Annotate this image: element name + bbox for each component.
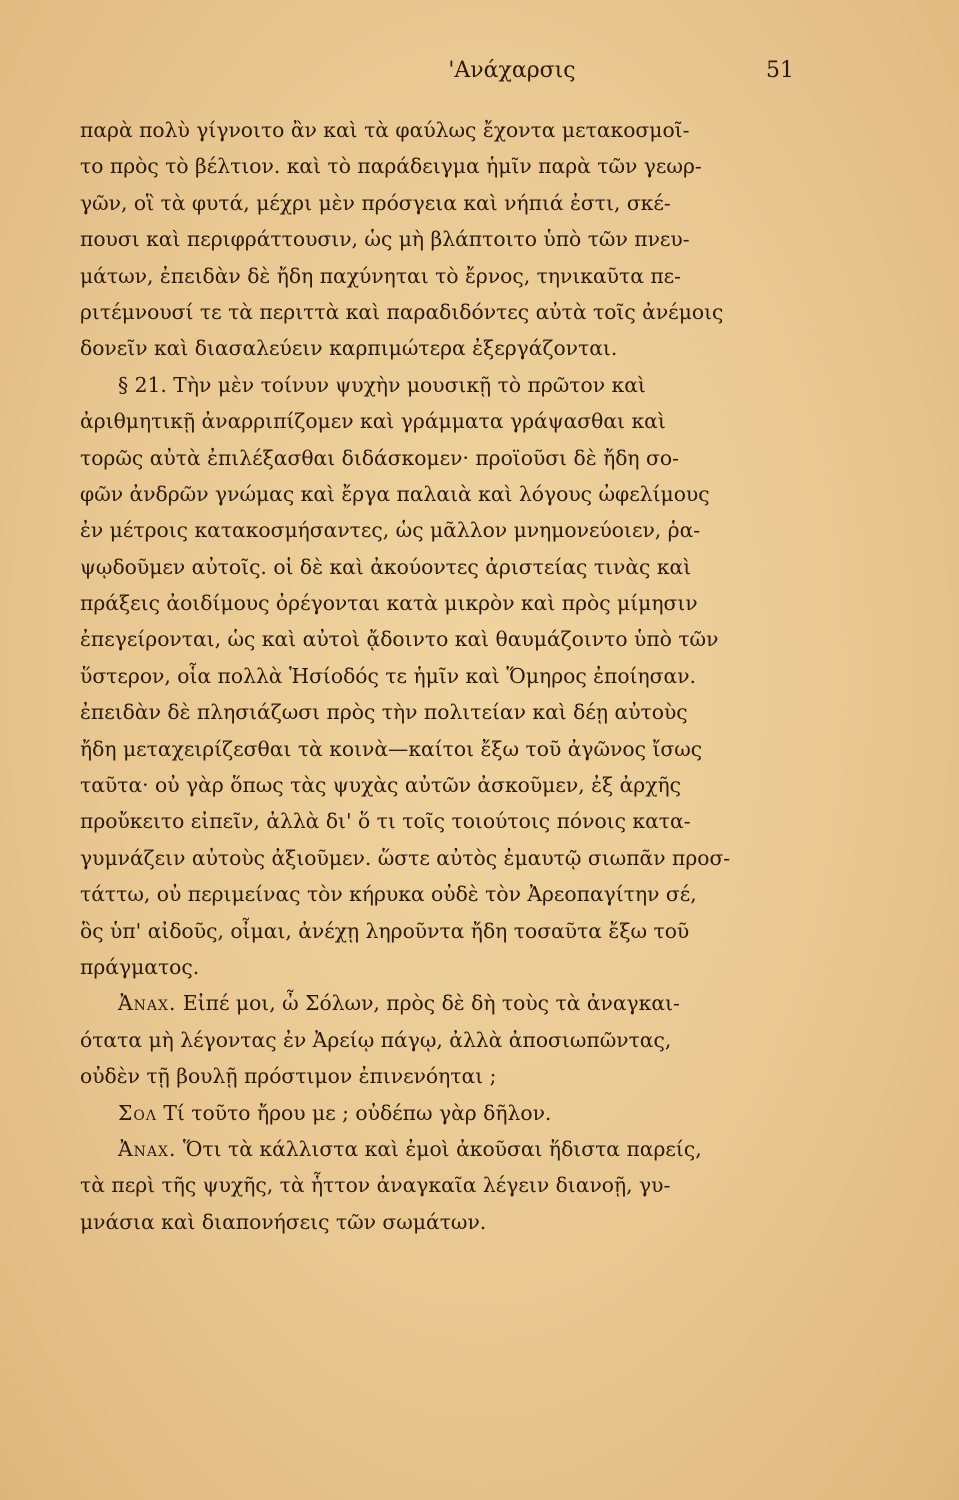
- text-line: [80, 512, 800, 548]
- line-text: Εἰπέ μοι, ὦ Σόλων, πρὸς δὲ δὴ τοὺς τὰ ἀναγκαι-: [176, 991, 680, 1016]
- line-text: πράξεις ἀοιδίμους ὀρέγονται κατὰ μικρὸν καὶ πρὸς μίμησιν: [80, 591, 698, 616]
- speaker-label: Σολ: [118, 1100, 157, 1125]
- speaker-label: Ἀναχ.: [118, 1136, 177, 1161]
- text-line: [80, 694, 800, 730]
- line-text: δονεῖν καὶ διασαλεύειν καρπιμώτερα ἐξεργάζονται.: [80, 336, 618, 361]
- line-text: μάτων, ἐπειδὰν δὲ ἤδη παχύνηται τὸ ἔρνος, τηνικαῦτα πε-: [80, 263, 682, 288]
- line-text: ἐπεγείρονται, ὡς καὶ αὐτοὶ ᾄδοιντο καὶ θαυμάζοιντο ὑπὸ τῶν: [80, 627, 719, 652]
- line-text: φῶν ἀνδρῶν γνώμας καὶ ἔργα παλαιὰ καὶ λόγους ὠφελίμους: [80, 481, 710, 506]
- text-line: [80, 913, 800, 949]
- text-line: [80, 1095, 800, 1131]
- text-line: [80, 985, 800, 1021]
- line-text: πράγματος.: [80, 954, 200, 979]
- text-line: [80, 1204, 800, 1240]
- text-line: [80, 840, 800, 876]
- text-line: [80, 731, 800, 767]
- line-text: τορῶς αὐτὰ ἐπιλέξασθαι διδάσκομεν· προϊοῦσι δὲ ἤδη σο-: [80, 445, 679, 470]
- text-line: [80, 767, 800, 803]
- text-line: [80, 221, 800, 257]
- line-text: γῶν, οἳ τὰ φυτά, μέχρι μὲν πρόσγεια καὶ νήπιά ἐστι, σκέ-: [80, 190, 671, 215]
- text-line: [80, 549, 800, 585]
- line-text: πουσι καὶ περιφράττουσιν, ὡς μὴ βλάπτοιτο ὑπὸ τῶν πνευ-: [80, 227, 690, 252]
- text-line: [80, 476, 800, 512]
- text-line: [80, 148, 800, 184]
- line-text: Τί τοῦτο ἤρου με ; οὐδέπω γὰρ δῆλον.: [156, 1100, 552, 1125]
- text-line: [80, 185, 800, 221]
- line-text: ἐν μέτροις κατακοσμήσαντες, ὡς μᾶλλον μνημονεύοιεν, ῥα-: [80, 518, 701, 543]
- line-text: § 21. Τὴν μὲν τοίνυν ψυχὴν μουσικῇ τὸ πρῶτον καὶ: [118, 372, 646, 397]
- line-text: προὔκειτο εἰπεῖν, ἀλλὰ δι' ὅ τι τοῖς τοιούτοις πόνοις κατα-: [80, 809, 691, 834]
- line-text: τὰ περὶ τῆς ψυχῆς, τὰ ἧττον ἀναγκαῖα λέγειν διανοῇ, γυ-: [80, 1173, 671, 1198]
- text-line: [80, 403, 800, 439]
- text-line: [80, 330, 800, 366]
- line-text: μνάσια καὶ διαπονήσεις τῶν σωμάτων.: [80, 1209, 487, 1234]
- text-line: [80, 658, 800, 694]
- text-line: [80, 876, 800, 912]
- body-text: [80, 112, 800, 1240]
- text-line: [80, 949, 800, 985]
- text-line: [80, 621, 800, 657]
- line-text: ὕστερον, οἷα πολλὰ Ἡσίοδός τε ἡμῖν καὶ Ὅμηρος ἐποίησαν.: [80, 663, 696, 688]
- page-header: [80, 58, 794, 92]
- text-line: [80, 258, 800, 294]
- line-text: ψῳδοῦμεν αὐτοῖς. οἱ δὲ καὶ ἀκούοντες ἀριστείας τινὰς καὶ: [80, 554, 692, 579]
- text-line: [80, 1022, 800, 1058]
- line-text: οὐδὲν τῇ βουλῇ πρόστιμον ἐπινενόηται ;: [80, 1064, 497, 1089]
- line-text: ἐπειδὰν δὲ πλησιάζωσι πρὸς τὴν πολιτείαν καὶ δέῃ αὐτοὺς: [80, 700, 688, 725]
- line-text: ταῦτα· οὐ γὰρ ὅπως τὰς ψυχὰς αὐτῶν ἀσκοῦμεν, ἐξ ἀρχῆς: [80, 773, 682, 798]
- line-text: ὃς ὑπ' αἰδοῦς, οἶμαι, ἀνέχῃ ληροῦντα ἤδη τοσαῦτα ἔξω τοῦ: [80, 918, 690, 943]
- text-line: [80, 294, 800, 330]
- text-line: [80, 1167, 800, 1203]
- line-text: το πρὸς τὸ βέλτιον. καὶ τὸ παράδειγμα ἡμῖν παρὰ τῶν γεωρ-: [80, 154, 702, 179]
- line-text: παρὰ πολὺ γίγνοιτο ἂν καὶ τὰ φαύλως ἔχοντα μετακοσμοῖ-: [80, 118, 690, 142]
- text-line: [80, 440, 800, 476]
- page-number: 51: [766, 58, 794, 83]
- text-line: [80, 803, 800, 839]
- line-text: γυμνάζειν αὐτοὺς ἀξιοῦμεν. ὥστε αὐτὸς ἐμαυτῷ σιωπᾶν προσ-: [80, 845, 731, 870]
- text-line: [80, 367, 800, 403]
- speaker-label: Ἀναχ.: [118, 991, 177, 1016]
- text-line: [80, 585, 800, 621]
- line-text: ριτέμνουσί τε τὰ περιττὰ καὶ παραδιδόντες αὐτὰ τοῖς ἀνέμοις: [80, 299, 724, 324]
- line-text: ἤδη μεταχειρίζεσθαι τὰ κοινὰ—καίτοι ἔξω τοῦ ἀγῶνος ἴσως: [80, 736, 703, 761]
- line-text: ότατα μὴ λέγοντας ἐν Ἀρείῳ πάγῳ, ἀλλὰ ἀποσιωπῶντας,: [80, 1027, 672, 1052]
- text-line: [80, 1131, 800, 1167]
- line-text: ἀριθμητικῇ ἀναρριπίζομεν καὶ γράμματα γράψασθαι καὶ: [80, 409, 666, 434]
- line-text: Ὅτι τὰ κάλλιστα καὶ ἐμοὶ ἀκοῦσαι ἥδιστα παρείς,: [176, 1136, 702, 1161]
- line-text: τάττω, οὐ περιμείνας τὸν κήρυκα οὐδὲ τὸν Ἀρεοπαγίτην σέ,: [80, 882, 697, 907]
- text-line: [80, 112, 800, 148]
- text-line: [80, 1058, 800, 1094]
- running-title: 'Ανάχαρσις: [448, 58, 576, 83]
